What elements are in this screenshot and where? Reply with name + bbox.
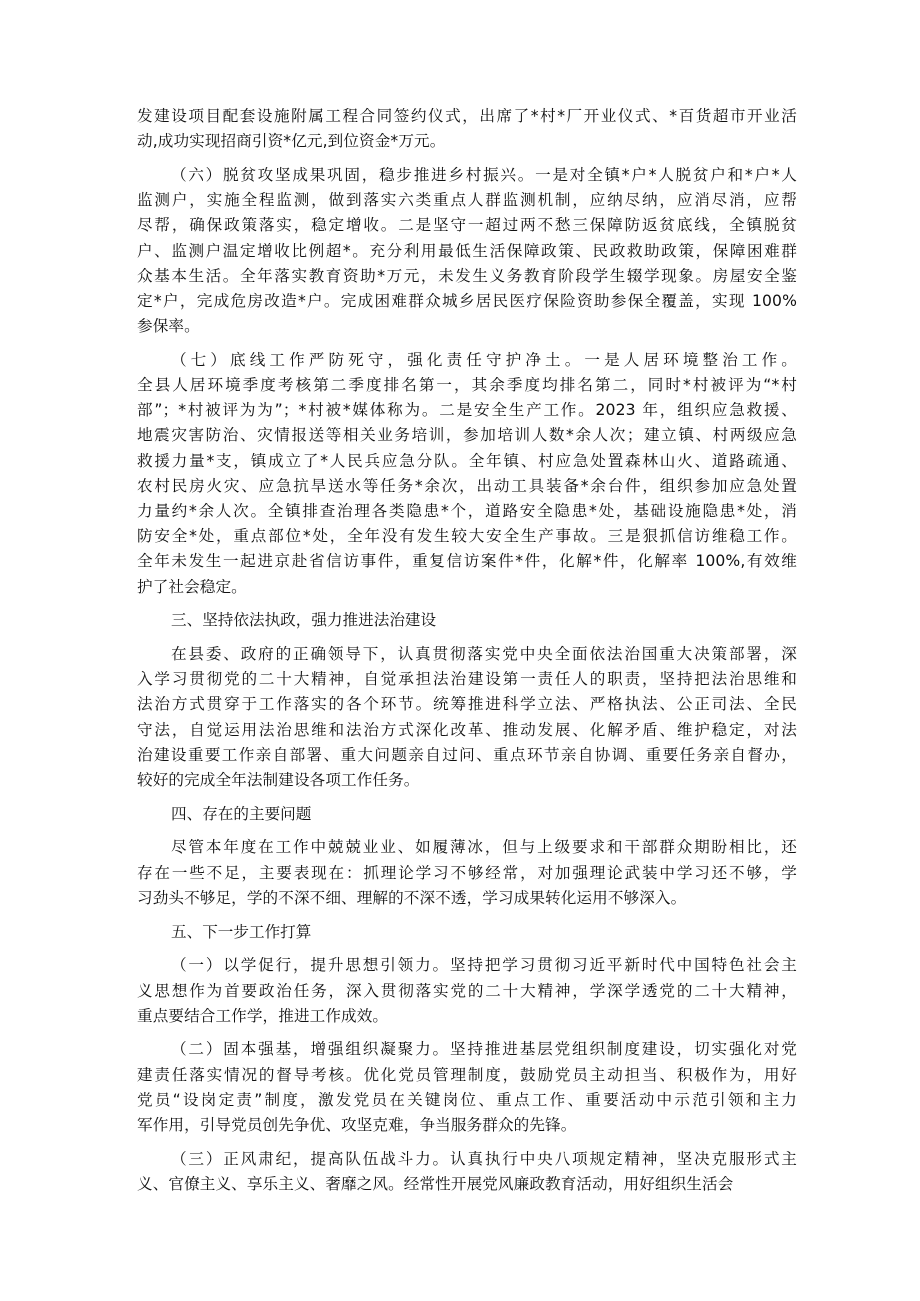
text-line: 尽管本年度在工作中兢兢业业、如履薄冰，但与上级要求和干部群众期盼相比，还 [171, 838, 797, 857]
paragraph [137, 642, 797, 793]
text-line: 在县委、政府的正确领导下，认真贯彻落实党中央全面依法治国重大决策部署，深 [171, 645, 797, 664]
text-line: 定*户，完成危房改造*户。完成困难群众城乡居民医疗保险资助参保全覆盖，实现 100% [137, 291, 797, 310]
text-line: 习劲头不够足，学的不深不细、理解的不深不透，学习成果转化运用不够深入。 [137, 888, 687, 907]
text-line: 部”；*村被评为为”；*村被*媒体称为。二是安全生产工作。2023 年，组织应急救援、 [137, 401, 797, 420]
text-line: 党员“设岗定责”制度，激发党员在关键岗位、重点工作、重要活动中示范引领和主力 [137, 1090, 797, 1109]
text-line: 治建设重要工作亲自部署、重大问题亲自过问、重点环节亲自协调、重要任务亲自督办， [137, 745, 797, 764]
text-line: 救援力量*支，镇成立了*人民兵应急分队。全年镇、村应急处置森林山火、道路疏通、 [137, 451, 797, 470]
section-heading: 四、存在的主要问题 [171, 804, 312, 823]
text-line: 尽帮，确保政策落实，稳定增收。二是坚守一超过两不愁三保障防返贫底线，全镇脱贫 [137, 216, 797, 235]
section-heading: 三、坚持依法执政，强力推进法治建设 [171, 611, 437, 630]
text-line: （二）固本强基，增强组织凝聚力。坚持推进基层党组织制度建设，切实强化对党 [171, 1040, 797, 1059]
text-line: 防安全*处，重点部位*处，全年没有发生较大安全生产事故。三是狠抓信访维稳工作。 [137, 527, 797, 546]
paragraph [137, 953, 797, 1029]
text-line: 全县人居环境季度考核第二季度排名第一，其余季度均排名第二，同时*村被评为“*村 [137, 376, 797, 395]
text-line: 入学习贯彻党的二十大精神，自觉承担法治建设第一责任人的职责，坚持把法治思维和 [137, 670, 797, 689]
paragraph [137, 163, 797, 339]
text-line: 众基本生活。全年落实教育资助*万元，未发生义务教育阶段学生辍学现象。房屋安全鉴 [137, 266, 797, 285]
text-line: 护了社会稳定。 [137, 577, 247, 596]
text-line: 义、官僚主义、享乐主义、奢靡之风。经常性开展党风廉政教育活动，用好组织生活会 [137, 1174, 734, 1193]
paragraph [137, 348, 797, 600]
text-line: 力量约*余人次。全镇排查治理各类隐患*个，道路安全隐患*处，基础设施隐患*处，消 [137, 502, 797, 521]
text-line: （六）脱贫攻坚成果巩固，稳步推进乡村振兴。一是对全镇*户*人脱贫户和*户*人 [171, 165, 797, 184]
text-line: 农村民房火灾、应急抗旱送水等任务*余次，出动工具装备*余台件，组织参加应急处置 [137, 476, 797, 495]
text-line: 重点要结合工作学，推进工作成效。 [137, 1006, 389, 1025]
text-line: 守法，自觉运用法治思维和法治方式深化改革、推动发展、化解矛盾、维护稳定，对法 [137, 720, 797, 739]
text-line: （三）正风肃纪，提高队伍战斗力。认真执行中央八项规定精神，坚决克服形式主 [171, 1149, 797, 1168]
paragraph [137, 835, 797, 911]
text-line: 义思想作为首要政治任务，深入贯彻落实党的二十大精神，学深学透党的二十大精神， [137, 981, 797, 1000]
text-line: （一）以学促行，提升思想引领力。坚持把学习贯彻习近平新时代中国特色社会主 [171, 956, 797, 975]
text-line: 地震灾害防治、灾情报送等相关业务培训，参加培训人数*余人次；建立镇、村两级应急 [137, 426, 797, 445]
text-line: 参保率。 [137, 317, 200, 336]
text-line: 法治方式贯穿于工作落实的各个环节。统筹推进科学立法、严格执法、公正司法、全民 [137, 695, 797, 714]
paragraph [137, 1147, 797, 1197]
section-heading: 五、下一步工作打算 [171, 922, 312, 941]
paragraph [137, 104, 797, 154]
document-body [137, 104, 797, 1206]
text-line: 军作用，引导党员创先争优、攻坚克难，争当服务群众的先锋。 [137, 1116, 577, 1135]
text-line: 户、监测户温定增收比例超*。充分利用最低生活保障政策、民政救助政策，保障困难群 [137, 241, 797, 260]
text-line: 发建设项目配套设施附属工程合同签约仪式，出席了*村*厂开业仪式、*百货超市开业活 [137, 107, 797, 125]
text-line: （七）底线工作严防死守，强化责任守护净土。一是人居环境整治工作。 [171, 350, 797, 369]
paragraph [137, 1037, 797, 1138]
text-line: 存在一些不足，主要表现在：抓理论学习不够经常，对加强理论武装中学习还不够，学 [137, 863, 797, 882]
text-line: 建责任落实情况的督导考核。优化党员管理制度，鼓励党员主动担当、积极作为，用好 [137, 1065, 797, 1084]
text-line: 全年未发生一起进京赴省信访事件，重复信访案件*件，化解*件，化解率 100%,有效维 [137, 552, 797, 571]
text-line: 监测户，实施全程监测，做到落实六类重点人群监测机制，应纳尽纳，应消尽消，应帮 [137, 191, 797, 210]
text-line: 较好的完成全年法制建设各项工作任务。 [137, 771, 420, 790]
text-line: 动,成功实现招商引资*亿元,到位资金*万元。 [137, 132, 446, 151]
